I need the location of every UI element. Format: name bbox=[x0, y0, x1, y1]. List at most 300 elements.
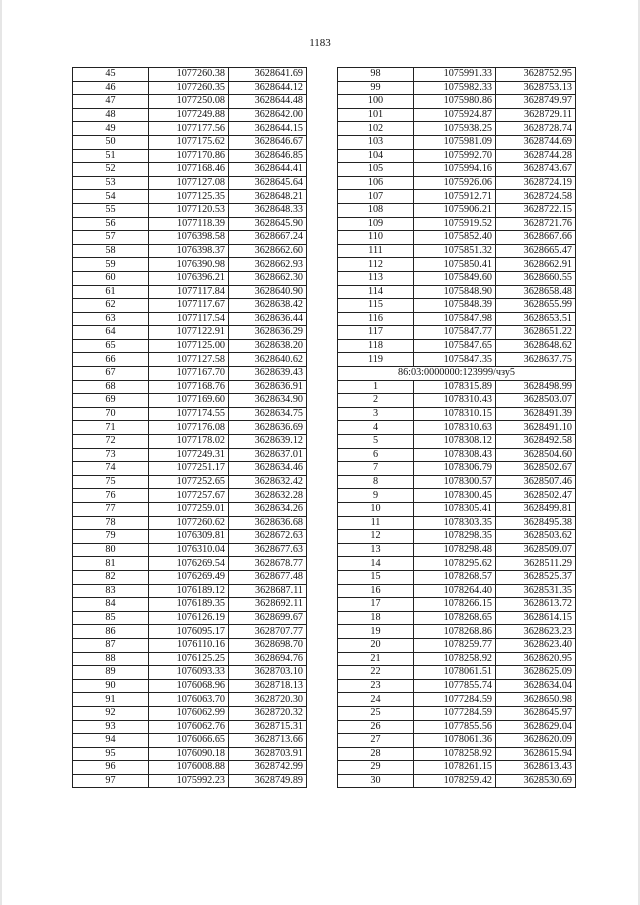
table-row bbox=[73, 584, 307, 598]
x-coordinate-cell: 1077252.65 bbox=[149, 475, 229, 489]
y-coordinate-cell: 3628640.90 bbox=[229, 285, 307, 299]
point-number-cell: 22 bbox=[338, 666, 414, 680]
table-row bbox=[338, 598, 576, 612]
point-number-cell: 85 bbox=[73, 611, 149, 625]
x-coordinate-cell: 1076093.33 bbox=[149, 666, 229, 680]
coordinates-table-right bbox=[337, 67, 576, 788]
table-row bbox=[338, 625, 576, 639]
x-coordinate-cell: 1075850.41 bbox=[414, 258, 496, 272]
point-number-cell: 19 bbox=[338, 625, 414, 639]
x-coordinate-cell: 1075924.87 bbox=[414, 108, 496, 122]
point-number-cell: 63 bbox=[73, 312, 149, 326]
y-coordinate-cell: 3628632.28 bbox=[229, 489, 307, 503]
table-row bbox=[73, 421, 307, 435]
point-number-cell: 75 bbox=[73, 475, 149, 489]
point-number-cell: 62 bbox=[73, 299, 149, 313]
x-coordinate-cell: 1075852.40 bbox=[414, 231, 496, 245]
x-coordinate-cell: 1078258.92 bbox=[414, 652, 496, 666]
y-coordinate-cell: 3628525.37 bbox=[496, 570, 576, 584]
point-number-cell: 68 bbox=[73, 380, 149, 394]
point-number-cell: 106 bbox=[338, 176, 414, 190]
table-row bbox=[338, 217, 576, 231]
y-coordinate-cell: 3628646.67 bbox=[229, 135, 307, 149]
table-row bbox=[73, 326, 307, 340]
x-coordinate-cell: 1076090.18 bbox=[149, 747, 229, 761]
point-number-cell: 6 bbox=[338, 448, 414, 462]
y-coordinate-cell: 3628749.97 bbox=[496, 95, 576, 109]
table-row bbox=[338, 489, 576, 503]
table-row bbox=[73, 367, 307, 381]
x-coordinate-cell: 1078308.12 bbox=[414, 435, 496, 449]
table-row bbox=[338, 666, 576, 680]
section-header-row bbox=[338, 367, 576, 381]
table-row bbox=[73, 638, 307, 652]
table-row bbox=[73, 203, 307, 217]
x-coordinate-cell: 1076310.04 bbox=[149, 543, 229, 557]
table-row bbox=[338, 299, 576, 313]
table-row bbox=[338, 244, 576, 258]
point-number-cell: 30 bbox=[338, 774, 414, 788]
point-number-cell: 56 bbox=[73, 217, 149, 231]
table-row bbox=[73, 448, 307, 462]
y-coordinate-cell: 3628509.07 bbox=[496, 543, 576, 557]
y-coordinate-cell: 3628629.04 bbox=[496, 720, 576, 734]
x-coordinate-cell: 1078259.77 bbox=[414, 638, 496, 652]
y-coordinate-cell: 3628703.10 bbox=[229, 666, 307, 680]
point-number-cell: 16 bbox=[338, 584, 414, 598]
y-coordinate-cell: 3628503.62 bbox=[496, 530, 576, 544]
y-coordinate-cell: 3628644.41 bbox=[229, 163, 307, 177]
x-coordinate-cell: 1077284.59 bbox=[414, 693, 496, 707]
x-coordinate-cell: 1077174.55 bbox=[149, 407, 229, 421]
point-number-cell: 13 bbox=[338, 543, 414, 557]
x-coordinate-cell: 1077118.39 bbox=[149, 217, 229, 231]
table-row bbox=[73, 353, 307, 367]
table-row bbox=[338, 163, 576, 177]
point-number-cell: 74 bbox=[73, 462, 149, 476]
x-coordinate-cell: 1076269.49 bbox=[149, 570, 229, 584]
x-coordinate-cell: 1076309.81 bbox=[149, 530, 229, 544]
x-coordinate-cell: 1075851.32 bbox=[414, 244, 496, 258]
table-row bbox=[73, 244, 307, 258]
table-row bbox=[73, 475, 307, 489]
table-row bbox=[73, 679, 307, 693]
point-number-cell: 23 bbox=[338, 679, 414, 693]
y-coordinate-cell: 3628694.76 bbox=[229, 652, 307, 666]
table-row bbox=[338, 638, 576, 652]
y-coordinate-cell: 3628642.00 bbox=[229, 108, 307, 122]
y-coordinate-cell: 3628742.99 bbox=[229, 761, 307, 775]
table-row bbox=[73, 462, 307, 476]
x-coordinate-cell: 1078310.63 bbox=[414, 421, 496, 435]
point-number-cell: 100 bbox=[338, 95, 414, 109]
table-row bbox=[73, 666, 307, 680]
x-coordinate-cell: 1076390.98 bbox=[149, 258, 229, 272]
y-coordinate-cell: 3628678.77 bbox=[229, 557, 307, 571]
table-row bbox=[73, 570, 307, 584]
y-coordinate-cell: 3628665.47 bbox=[496, 244, 576, 258]
x-coordinate-cell: 1076095.17 bbox=[149, 625, 229, 639]
point-number-cell: 103 bbox=[338, 135, 414, 149]
x-coordinate-cell: 1077120.53 bbox=[149, 203, 229, 217]
x-coordinate-cell: 1075912.71 bbox=[414, 190, 496, 204]
table-row bbox=[73, 176, 307, 190]
y-coordinate-cell: 3628645.97 bbox=[496, 706, 576, 720]
table-row bbox=[338, 326, 576, 340]
y-coordinate-cell: 3628632.42 bbox=[229, 475, 307, 489]
y-coordinate-cell: 3628638.20 bbox=[229, 339, 307, 353]
x-coordinate-cell: 1078310.15 bbox=[414, 407, 496, 421]
point-number-cell: 61 bbox=[73, 285, 149, 299]
y-coordinate-cell: 3628615.94 bbox=[496, 747, 576, 761]
y-coordinate-cell: 3628651.22 bbox=[496, 326, 576, 340]
table-row bbox=[338, 652, 576, 666]
point-number-cell: 112 bbox=[338, 258, 414, 272]
point-number-cell: 99 bbox=[338, 81, 414, 95]
x-coordinate-cell: 1075848.39 bbox=[414, 299, 496, 313]
x-coordinate-cell: 1075992.23 bbox=[149, 774, 229, 788]
x-coordinate-cell: 1078295.62 bbox=[414, 557, 496, 571]
point-number-cell: 5 bbox=[338, 435, 414, 449]
point-number-cell: 101 bbox=[338, 108, 414, 122]
y-coordinate-cell: 3628644.15 bbox=[229, 122, 307, 136]
x-coordinate-cell: 1076398.58 bbox=[149, 231, 229, 245]
y-coordinate-cell: 3628662.60 bbox=[229, 244, 307, 258]
y-coordinate-cell: 3628511.29 bbox=[496, 557, 576, 571]
point-number-cell: 24 bbox=[338, 693, 414, 707]
point-number-cell: 20 bbox=[338, 638, 414, 652]
y-coordinate-cell: 3628720.30 bbox=[229, 693, 307, 707]
x-coordinate-cell: 1078306.79 bbox=[414, 462, 496, 476]
point-number-cell: 110 bbox=[338, 231, 414, 245]
x-coordinate-cell: 1077117.67 bbox=[149, 299, 229, 313]
point-number-cell: 109 bbox=[338, 217, 414, 231]
y-coordinate-cell: 3628644.48 bbox=[229, 95, 307, 109]
point-number-cell: 102 bbox=[338, 122, 414, 136]
y-coordinate-cell: 3628707.77 bbox=[229, 625, 307, 639]
y-coordinate-cell: 3628699.67 bbox=[229, 611, 307, 625]
y-coordinate-cell: 3628720.32 bbox=[229, 706, 307, 720]
point-number-cell: 83 bbox=[73, 584, 149, 598]
y-coordinate-cell: 3628667.66 bbox=[496, 231, 576, 245]
y-coordinate-cell: 3628662.91 bbox=[496, 258, 576, 272]
y-coordinate-cell: 3628634.04 bbox=[496, 679, 576, 693]
y-coordinate-cell: 3628641.69 bbox=[229, 68, 307, 82]
x-coordinate-cell: 1077170.86 bbox=[149, 149, 229, 163]
point-number-cell: 98 bbox=[338, 68, 414, 82]
point-number-cell: 73 bbox=[73, 448, 149, 462]
x-coordinate-cell: 1077169.60 bbox=[149, 394, 229, 408]
y-coordinate-cell: 3628504.60 bbox=[496, 448, 576, 462]
x-coordinate-cell: 1077175.62 bbox=[149, 135, 229, 149]
table-row bbox=[73, 747, 307, 761]
y-coordinate-cell: 3628645.64 bbox=[229, 176, 307, 190]
table-row bbox=[73, 149, 307, 163]
x-coordinate-cell: 1077168.46 bbox=[149, 163, 229, 177]
y-coordinate-cell: 3628648.21 bbox=[229, 190, 307, 204]
y-coordinate-cell: 3628718.13 bbox=[229, 679, 307, 693]
table-row bbox=[73, 435, 307, 449]
point-number-cell: 55 bbox=[73, 203, 149, 217]
table-row bbox=[338, 747, 576, 761]
point-number-cell: 81 bbox=[73, 557, 149, 571]
point-number-cell: 7 bbox=[338, 462, 414, 476]
table-row bbox=[338, 407, 576, 421]
table-row bbox=[73, 503, 307, 517]
table-row bbox=[338, 679, 576, 693]
table-row bbox=[338, 557, 576, 571]
point-number-cell: 48 bbox=[73, 108, 149, 122]
x-coordinate-cell: 1077260.35 bbox=[149, 81, 229, 95]
x-coordinate-cell: 1078300.57 bbox=[414, 475, 496, 489]
x-coordinate-cell: 1078268.65 bbox=[414, 611, 496, 625]
x-coordinate-cell: 1077855.74 bbox=[414, 679, 496, 693]
table-row bbox=[73, 557, 307, 571]
point-number-cell: 117 bbox=[338, 326, 414, 340]
table-row bbox=[73, 774, 307, 788]
x-coordinate-cell: 1075849.60 bbox=[414, 271, 496, 285]
y-coordinate-cell: 3628713.66 bbox=[229, 734, 307, 748]
y-coordinate-cell: 3628498.99 bbox=[496, 380, 576, 394]
table-row bbox=[73, 217, 307, 231]
table-row bbox=[73, 380, 307, 394]
point-number-cell: 45 bbox=[73, 68, 149, 82]
x-coordinate-cell: 1077127.08 bbox=[149, 176, 229, 190]
y-coordinate-cell: 3628613.43 bbox=[496, 761, 576, 775]
x-coordinate-cell: 1075991.33 bbox=[414, 68, 496, 82]
x-coordinate-cell: 1075848.90 bbox=[414, 285, 496, 299]
table-row bbox=[73, 598, 307, 612]
point-number-cell: 77 bbox=[73, 503, 149, 517]
y-coordinate-cell: 3628634.46 bbox=[229, 462, 307, 476]
point-number-cell: 111 bbox=[338, 244, 414, 258]
x-coordinate-cell: 1075980.86 bbox=[414, 95, 496, 109]
y-coordinate-cell: 3628744.28 bbox=[496, 149, 576, 163]
x-coordinate-cell: 1077284.59 bbox=[414, 706, 496, 720]
table-row bbox=[73, 516, 307, 530]
table-row bbox=[338, 68, 576, 82]
x-coordinate-cell: 1076062.99 bbox=[149, 706, 229, 720]
y-coordinate-cell: 3628645.90 bbox=[229, 217, 307, 231]
table-row bbox=[338, 135, 576, 149]
point-number-cell: 14 bbox=[338, 557, 414, 571]
x-coordinate-cell: 1077167.70 bbox=[149, 367, 229, 381]
point-number-cell: 104 bbox=[338, 149, 414, 163]
point-number-cell: 2 bbox=[338, 394, 414, 408]
point-number-cell: 1 bbox=[338, 380, 414, 394]
x-coordinate-cell: 1077251.17 bbox=[149, 462, 229, 476]
point-number-cell: 79 bbox=[73, 530, 149, 544]
x-coordinate-cell: 1078308.43 bbox=[414, 448, 496, 462]
y-coordinate-cell: 3628637.75 bbox=[496, 353, 576, 367]
table-row bbox=[338, 380, 576, 394]
x-coordinate-cell: 1076269.54 bbox=[149, 557, 229, 571]
x-coordinate-cell: 1076063.70 bbox=[149, 693, 229, 707]
y-coordinate-cell: 3628620.95 bbox=[496, 652, 576, 666]
table-row bbox=[73, 258, 307, 272]
table-row bbox=[73, 611, 307, 625]
y-coordinate-cell: 3628634.75 bbox=[229, 407, 307, 421]
point-number-cell: 113 bbox=[338, 271, 414, 285]
table-row bbox=[338, 353, 576, 367]
x-coordinate-cell: 1075981.09 bbox=[414, 135, 496, 149]
table-row bbox=[73, 68, 307, 82]
table-row bbox=[73, 720, 307, 734]
y-coordinate-cell: 3628636.68 bbox=[229, 516, 307, 530]
point-number-cell: 88 bbox=[73, 652, 149, 666]
point-number-cell: 51 bbox=[73, 149, 149, 163]
point-number-cell: 11 bbox=[338, 516, 414, 530]
table-row bbox=[338, 503, 576, 517]
point-number-cell: 25 bbox=[338, 706, 414, 720]
point-number-cell: 89 bbox=[73, 666, 149, 680]
y-coordinate-cell: 3628499.81 bbox=[496, 503, 576, 517]
x-coordinate-cell: 1078310.43 bbox=[414, 394, 496, 408]
point-number-cell: 107 bbox=[338, 190, 414, 204]
x-coordinate-cell: 1077260.38 bbox=[149, 68, 229, 82]
y-coordinate-cell: 3628623.23 bbox=[496, 625, 576, 639]
coordinates-table-left bbox=[72, 67, 307, 788]
table-row bbox=[338, 706, 576, 720]
y-coordinate-cell: 3628687.11 bbox=[229, 584, 307, 598]
table-row bbox=[73, 163, 307, 177]
x-coordinate-cell: 1077178.02 bbox=[149, 435, 229, 449]
x-coordinate-cell: 1078303.35 bbox=[414, 516, 496, 530]
point-number-cell: 70 bbox=[73, 407, 149, 421]
table-row bbox=[73, 625, 307, 639]
y-coordinate-cell: 3628721.76 bbox=[496, 217, 576, 231]
y-coordinate-cell: 3628703.91 bbox=[229, 747, 307, 761]
x-coordinate-cell: 1075847.77 bbox=[414, 326, 496, 340]
table-row bbox=[73, 231, 307, 245]
table-row bbox=[338, 475, 576, 489]
table-row bbox=[73, 285, 307, 299]
table-row bbox=[338, 570, 576, 584]
y-coordinate-cell: 3628677.48 bbox=[229, 570, 307, 584]
table-row bbox=[73, 543, 307, 557]
y-coordinate-cell: 3628625.09 bbox=[496, 666, 576, 680]
section-header: 86:03:0000000:123999/чзу5 bbox=[338, 367, 576, 381]
x-coordinate-cell: 1077122.91 bbox=[149, 326, 229, 340]
y-coordinate-cell: 3628530.69 bbox=[496, 774, 576, 788]
x-coordinate-cell: 1077125.35 bbox=[149, 190, 229, 204]
x-coordinate-cell: 1075926.06 bbox=[414, 176, 496, 190]
point-number-cell: 72 bbox=[73, 435, 149, 449]
x-coordinate-cell: 1075992.70 bbox=[414, 149, 496, 163]
x-coordinate-cell: 1077250.08 bbox=[149, 95, 229, 109]
point-number-cell: 90 bbox=[73, 679, 149, 693]
y-coordinate-cell: 3628636.91 bbox=[229, 380, 307, 394]
point-number-cell: 26 bbox=[338, 720, 414, 734]
point-number-cell: 64 bbox=[73, 326, 149, 340]
point-number-cell: 28 bbox=[338, 747, 414, 761]
table-row bbox=[338, 339, 576, 353]
table-row bbox=[338, 95, 576, 109]
point-number-cell: 9 bbox=[338, 489, 414, 503]
table-row bbox=[73, 108, 307, 122]
x-coordinate-cell: 1076189.12 bbox=[149, 584, 229, 598]
y-coordinate-cell: 3628650.98 bbox=[496, 693, 576, 707]
x-coordinate-cell: 1076066.65 bbox=[149, 734, 229, 748]
y-coordinate-cell: 3628692.11 bbox=[229, 598, 307, 612]
table-row bbox=[338, 543, 576, 557]
point-number-cell: 87 bbox=[73, 638, 149, 652]
page-left-edge bbox=[0, 0, 2, 905]
y-coordinate-cell: 3628744.69 bbox=[496, 135, 576, 149]
table-row bbox=[338, 203, 576, 217]
table-row bbox=[73, 734, 307, 748]
x-coordinate-cell: 1077117.84 bbox=[149, 285, 229, 299]
y-coordinate-cell: 3628638.42 bbox=[229, 299, 307, 313]
point-number-cell: 12 bbox=[338, 530, 414, 544]
y-coordinate-cell: 3628724.58 bbox=[496, 190, 576, 204]
table-row bbox=[338, 108, 576, 122]
y-coordinate-cell: 3628644.12 bbox=[229, 81, 307, 95]
point-number-cell: 108 bbox=[338, 203, 414, 217]
x-coordinate-cell: 1077177.56 bbox=[149, 122, 229, 136]
point-number-cell: 46 bbox=[73, 81, 149, 95]
x-coordinate-cell: 1076068.96 bbox=[149, 679, 229, 693]
point-number-cell: 65 bbox=[73, 339, 149, 353]
y-coordinate-cell: 3628648.62 bbox=[496, 339, 576, 353]
x-coordinate-cell: 1078305.41 bbox=[414, 503, 496, 517]
point-number-cell: 114 bbox=[338, 285, 414, 299]
point-number-cell: 116 bbox=[338, 312, 414, 326]
y-coordinate-cell: 3628662.93 bbox=[229, 258, 307, 272]
x-coordinate-cell: 1078298.48 bbox=[414, 543, 496, 557]
y-coordinate-cell: 3628753.13 bbox=[496, 81, 576, 95]
x-coordinate-cell: 1076189.35 bbox=[149, 598, 229, 612]
point-number-cell: 91 bbox=[73, 693, 149, 707]
x-coordinate-cell: 1075938.25 bbox=[414, 122, 496, 136]
point-number-cell: 21 bbox=[338, 652, 414, 666]
point-number-cell: 59 bbox=[73, 258, 149, 272]
y-coordinate-cell: 3628729.11 bbox=[496, 108, 576, 122]
x-coordinate-cell: 1077176.08 bbox=[149, 421, 229, 435]
table-row bbox=[338, 435, 576, 449]
table-row bbox=[73, 761, 307, 775]
x-coordinate-cell: 1078061.36 bbox=[414, 734, 496, 748]
y-coordinate-cell: 3628636.69 bbox=[229, 421, 307, 435]
x-coordinate-cell: 1078061.51 bbox=[414, 666, 496, 680]
table-row bbox=[338, 176, 576, 190]
point-number-cell: 66 bbox=[73, 353, 149, 367]
point-number-cell: 67 bbox=[73, 367, 149, 381]
y-coordinate-cell: 3628491.10 bbox=[496, 421, 576, 435]
point-number-cell: 17 bbox=[338, 598, 414, 612]
point-number-cell: 27 bbox=[338, 734, 414, 748]
x-coordinate-cell: 1075994.16 bbox=[414, 163, 496, 177]
x-coordinate-cell: 1076062.76 bbox=[149, 720, 229, 734]
y-coordinate-cell: 3628724.19 bbox=[496, 176, 576, 190]
table-row bbox=[338, 734, 576, 748]
table-row bbox=[338, 122, 576, 136]
point-number-cell: 93 bbox=[73, 720, 149, 734]
y-coordinate-cell: 3628672.63 bbox=[229, 530, 307, 544]
point-number-cell: 57 bbox=[73, 231, 149, 245]
point-number-cell: 119 bbox=[338, 353, 414, 367]
table-row bbox=[338, 584, 576, 598]
point-number-cell: 95 bbox=[73, 747, 149, 761]
table-row bbox=[73, 299, 307, 313]
point-number-cell: 4 bbox=[338, 421, 414, 435]
y-coordinate-cell: 3628507.46 bbox=[496, 475, 576, 489]
y-coordinate-cell: 3628495.38 bbox=[496, 516, 576, 530]
table-row bbox=[73, 339, 307, 353]
table-row bbox=[73, 190, 307, 204]
x-coordinate-cell: 1075919.52 bbox=[414, 217, 496, 231]
point-number-cell: 80 bbox=[73, 543, 149, 557]
